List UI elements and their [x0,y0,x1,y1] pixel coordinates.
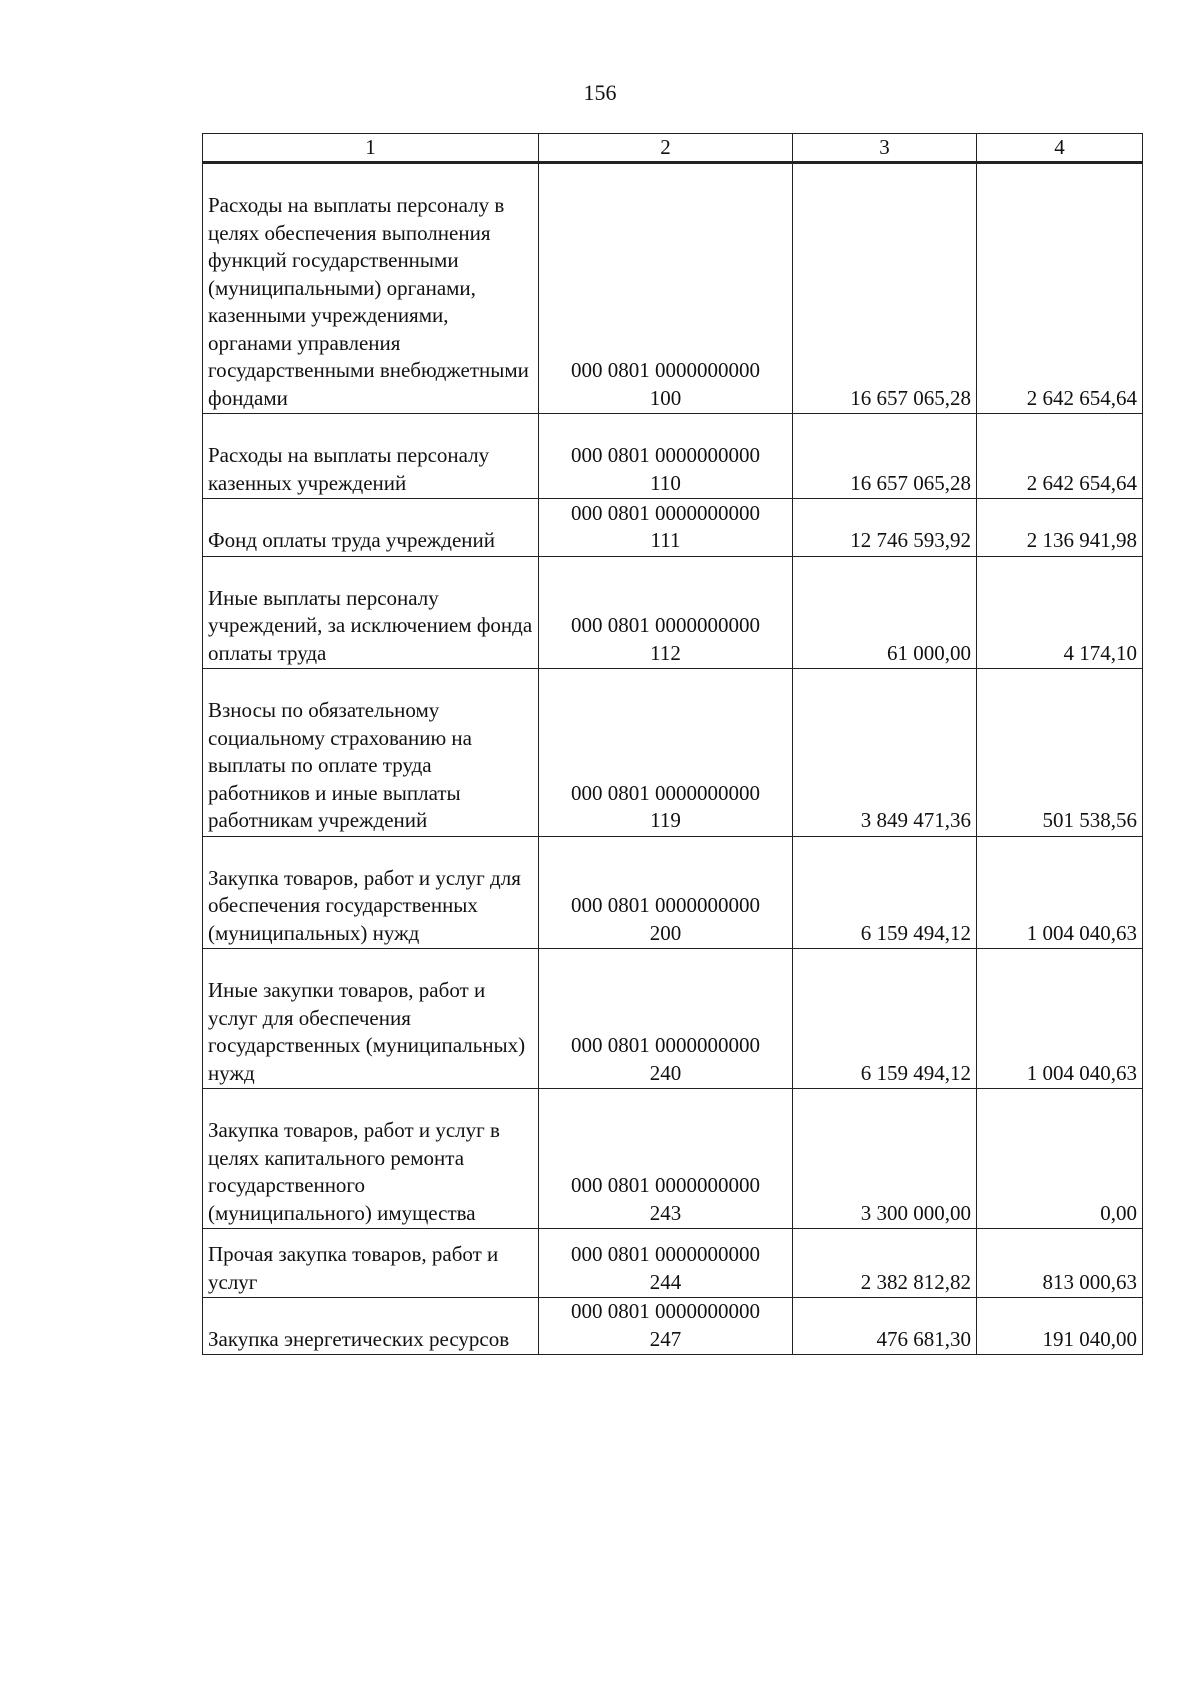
row-spacer [208,669,533,697]
row-code-cell [539,1089,793,1229]
row-code-expense-type: 247 [649,1326,682,1351]
row-code-expense-type: 112 [650,640,681,665]
row-name: Прочая закупка товаров, работ и услуг [208,1242,499,1294]
row-code-cell [539,669,793,837]
table-body [203,163,1143,1355]
row-spacer [208,499,533,527]
row-code-classification: 000 0801 0000000000 [571,1033,760,1057]
row-name-cell [203,669,539,837]
row-code-classification: 000 0801 0000000000 [571,358,760,382]
row-code-classification: 000 0801 0000000000 [571,500,760,525]
row-value-col4: 0,00 [977,1089,1143,1229]
table-row [203,414,1143,499]
row-spacer [208,1089,533,1117]
row-value-col4: 501 538,56 [977,669,1143,837]
row-value-col3: 3 849 471,36 [793,669,977,837]
row-name-cell [203,556,539,669]
row-spacer [208,164,533,192]
row-code-cell [539,1298,793,1355]
row-value-col4: 1 004 040,63 [977,949,1143,1089]
row-value-col3: 6 159 494,12 [793,836,977,949]
row-value-col4: 2 136 941,98 [977,499,1143,557]
row-name: Расходы на выплаты персоналу казенных учреждений [208,443,490,495]
row-name-cell [203,836,539,949]
row-code-classification: 000 0801 0000000000 [571,1242,760,1266]
table-row [203,1298,1143,1355]
row-value-col3: 3 300 000,00 [793,1089,977,1229]
row-value-col3: 476 681,30 [793,1298,977,1355]
row-spacer [208,949,533,977]
table-row [203,1089,1143,1229]
row-name: Закупка товаров, работ и услуг для обеспечения государственных (муниципальных) нужд [208,865,521,945]
row-code-expense-type: 243 [649,1200,682,1225]
row-code-cell [539,414,793,499]
row-value-col4: 4 174,10 [977,556,1143,669]
row-name: Расходы на выплаты персоналу в целях обеспечения выполнения функций государственными (муниципальными) органами, казенными учреждениями, органами управления государственными внебюджетными фондами [208,193,529,410]
row-value-col3: 16 657 065,28 [793,163,977,414]
row-code-classification: 000 0801 0000000000 [571,780,760,805]
column-header-4: 4 [977,134,1143,163]
row-code-cell [539,949,793,1089]
row-value-col3: 12 746 593,92 [793,499,977,557]
row-name-cell [203,1089,539,1229]
row-code-classification: 000 0801 0000000000 [571,893,760,917]
row-code-expense-type: 244 [649,1269,682,1294]
row-code-classification: 000 0801 0000000000 [571,1299,760,1323]
row-code-classification: 000 0801 0000000000 [571,1173,760,1197]
row-name: Иные выплаты персоналу учреждений, за исключением фонда оплаты труда [208,585,533,665]
row-name: Фонд оплаты труда учреждений [208,528,495,552]
table-row [203,949,1143,1089]
table-row [203,499,1143,557]
row-name-cell [203,1298,539,1355]
row-value-col4: 2 642 654,64 [977,163,1143,414]
row-name-cell [203,499,539,557]
row-value-col3: 2 382 812,82 [793,1229,977,1298]
column-header-3: 3 [793,134,977,163]
row-code-expense-type: 110 [650,470,681,495]
row-code-classification: 000 0801 0000000000 [571,443,760,467]
row-code-cell [539,836,793,949]
table-row [203,556,1143,669]
row-name: Закупка энергетических ресурсов [208,1326,510,1351]
table-row [203,669,1143,837]
table-row [203,836,1143,949]
row-value-col4: 191 040,00 [977,1298,1143,1355]
row-name: Закупка товаров, работ и услуг в целях капитального ремонта государственного (муниципального) имущества [208,1118,500,1225]
row-code-expense-type: 119 [650,808,681,832]
row-code-classification: 000 0801 0000000000 [571,613,760,637]
row-code-expense-type: 100 [649,385,682,410]
table-row [203,163,1143,414]
row-value-col4: 1 004 040,63 [977,836,1143,949]
row-name: Взносы по обязательному социальному страхованию на выплаты по оплате труда работников и иные выплаты работникам учреждений [208,698,472,832]
row-code-cell [539,499,793,557]
row-code-cell [539,556,793,669]
row-code-cell [539,1229,793,1298]
row-spacer [208,1229,533,1241]
table-row [203,1229,1143,1298]
row-value-col3: 61 000,00 [793,556,977,669]
budget-table [202,133,1143,1355]
row-code-expense-type: 240 [649,1060,682,1085]
row-value-col3: 16 657 065,28 [793,414,977,499]
row-spacer [208,414,533,442]
table-header-row [203,134,1143,163]
column-header-2: 2 [539,134,793,163]
page-number: 156 [583,80,617,105]
row-value-col4: 2 642 654,64 [977,414,1143,499]
row-name-cell [203,1229,539,1298]
row-name-cell [203,163,539,414]
row-value-col4: 813 000,63 [977,1229,1143,1298]
row-value-col3: 6 159 494,12 [793,949,977,1089]
row-spacer [208,557,533,585]
row-name: Иные закупки товаров, работ и услуг для обеспечения государственных (муниципальных) нужд [208,978,526,1085]
row-name-cell [203,949,539,1089]
row-spacer [208,1314,533,1326]
row-name-cell [203,414,539,499]
row-code-cell [539,163,793,414]
column-header-1: 1 [203,134,539,163]
row-code-expense-type: 111 [650,528,681,552]
row-code-expense-type: 200 [649,920,682,945]
row-spacer [208,837,533,865]
